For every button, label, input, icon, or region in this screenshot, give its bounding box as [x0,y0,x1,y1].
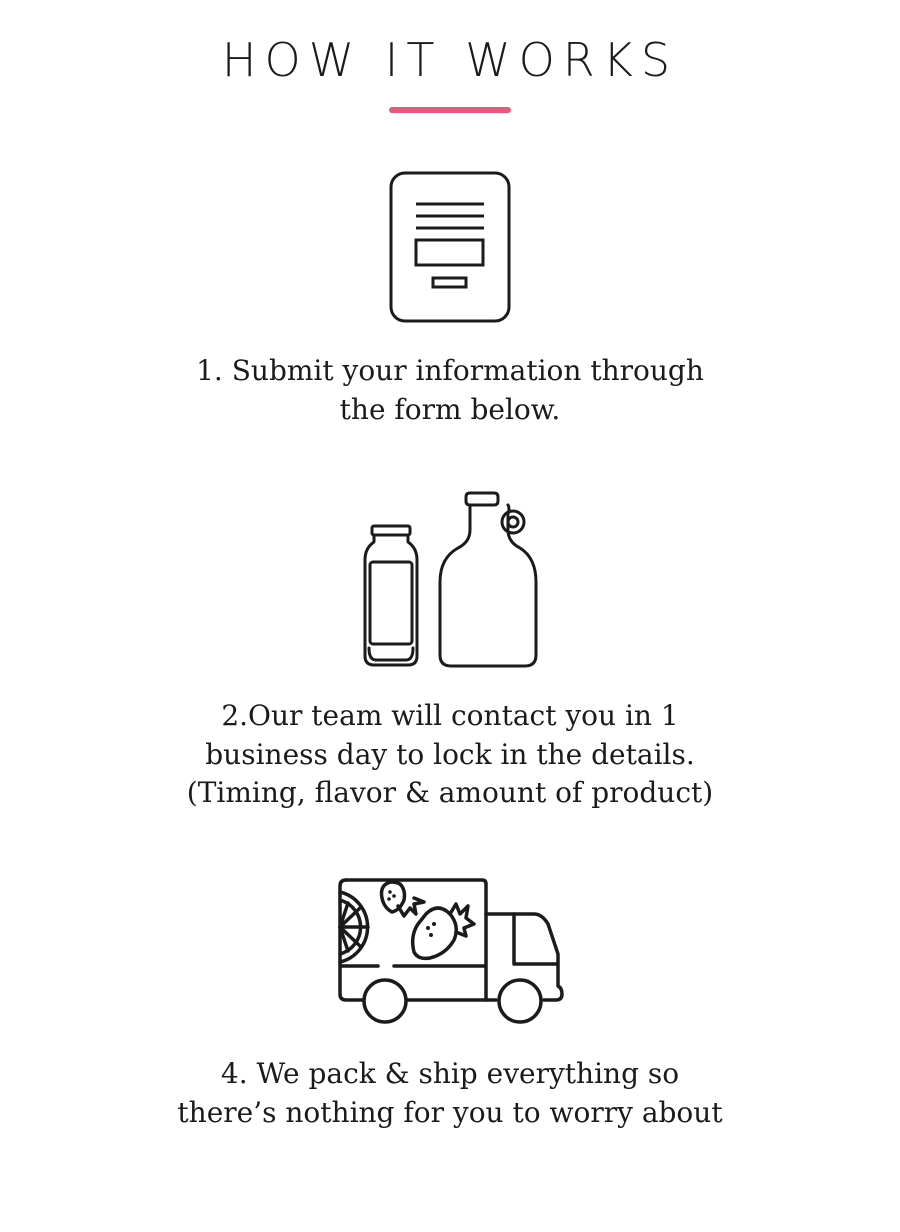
step-3-line-2: there’s nothing for you to worry about [177,1095,723,1129]
step-1-line-2: the form below. [339,392,561,426]
step-2-line-3: (Timing, flavor & amount of product) [186,776,714,809]
step-1-description [0,352,900,429]
step-1-line-1: 1. Submit your information through [196,354,704,387]
step-2-line-1: 2.Our team will contact you in 1 [221,699,679,732]
title-underline [389,107,511,113]
bottle-and-jug-icon [360,490,540,670]
step-2-description [0,697,900,813]
page-title: HOW IT WORKS [221,33,679,87]
delivery-truck-icon [334,874,566,1026]
step-2-line-2: business day to lock in the details. [205,737,695,771]
form-document-icon [388,170,512,324]
step-3-description [0,1055,900,1132]
step-3-line-1: 4. We pack & ship everything so [220,1057,680,1090]
